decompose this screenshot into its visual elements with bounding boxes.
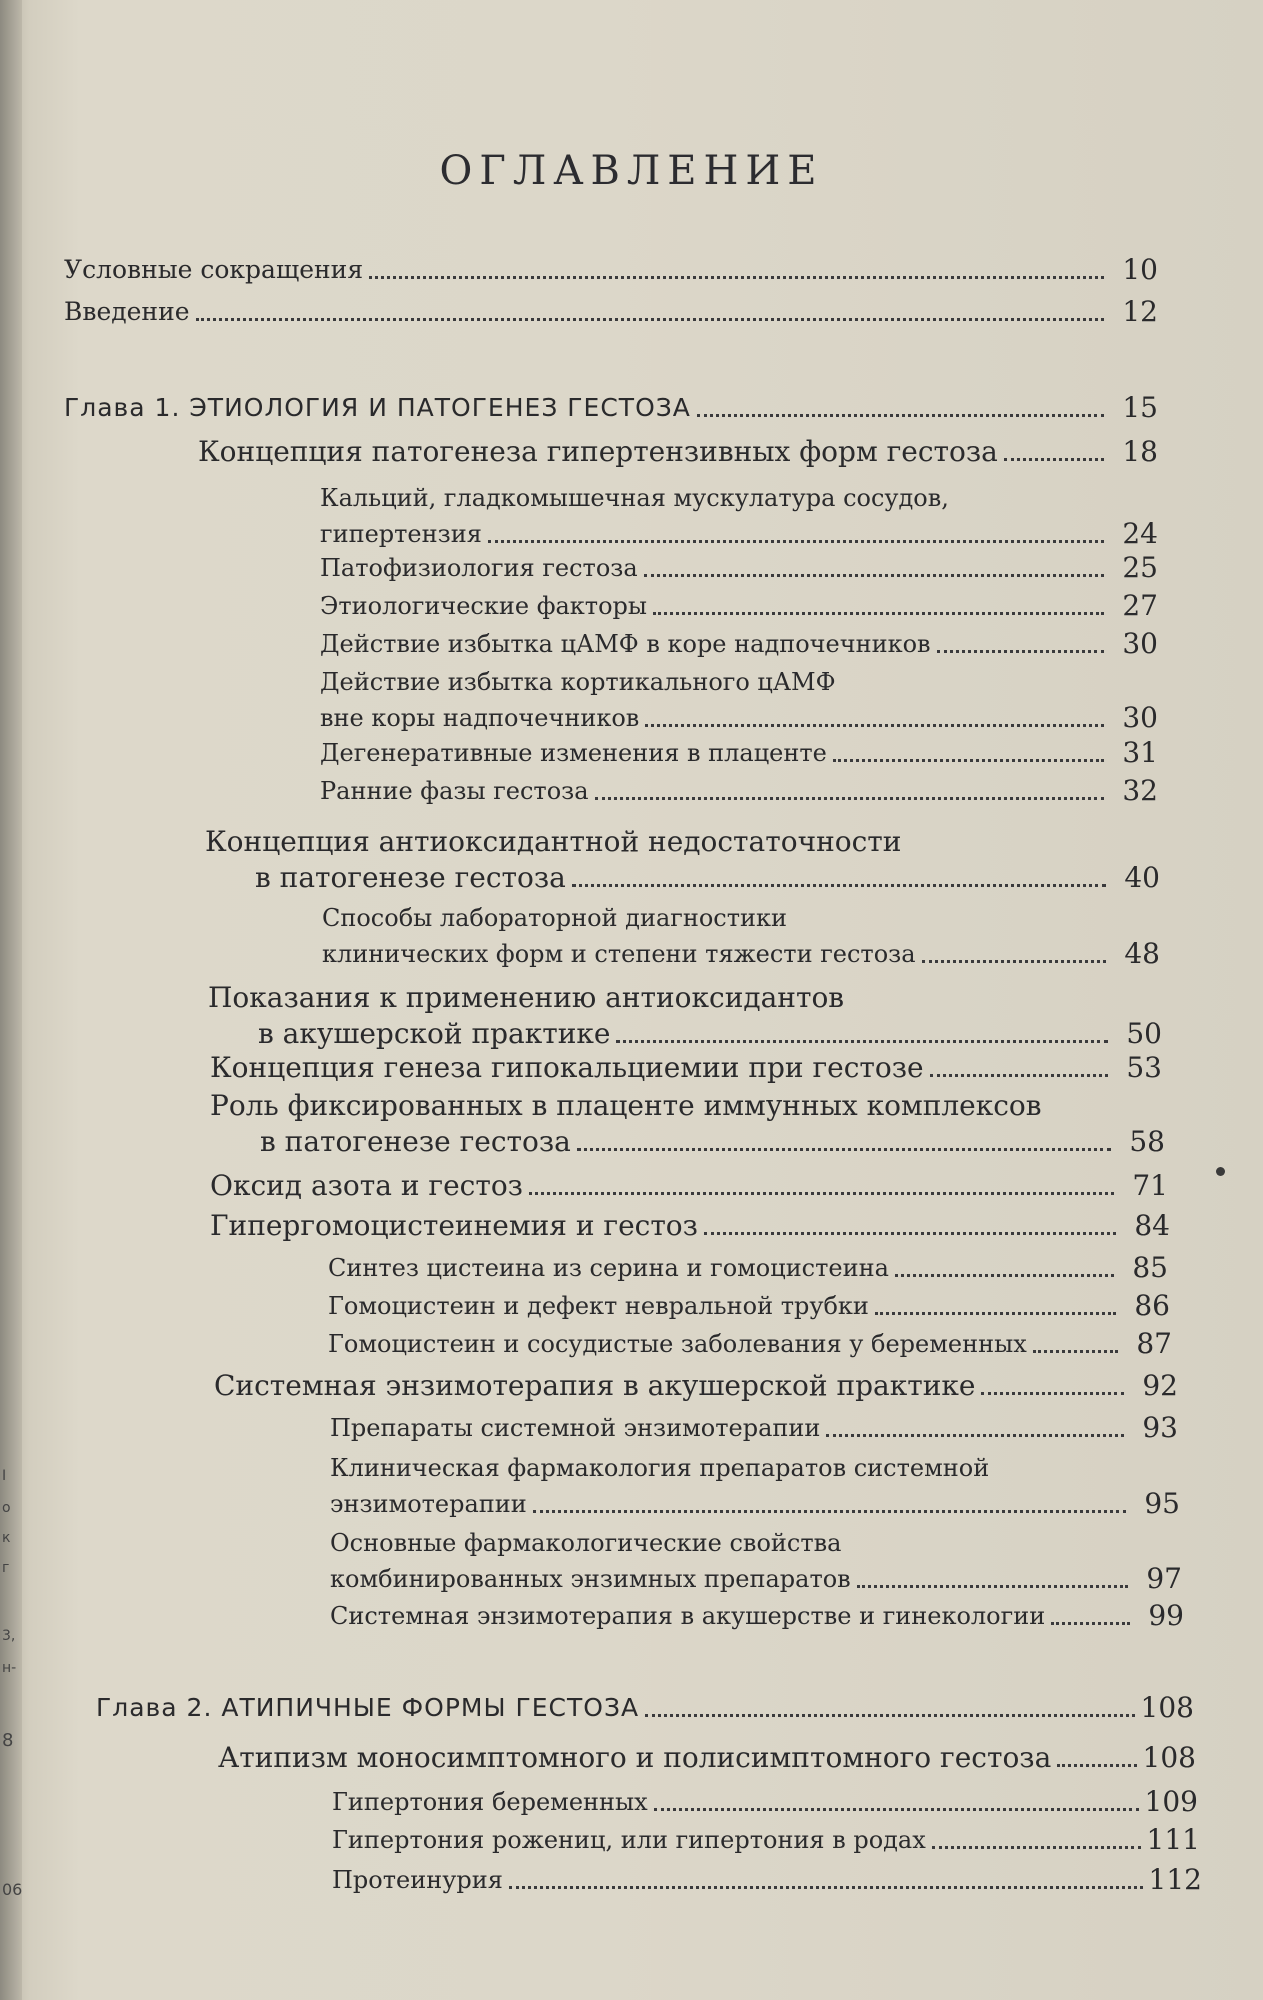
toc-page-number: 71 bbox=[1132, 1169, 1168, 1202]
toc-leader-dots bbox=[644, 574, 1104, 577]
toc-page-number: 108 bbox=[1140, 1691, 1194, 1724]
toc-leader-dots bbox=[645, 1714, 1134, 1717]
toc-leader-dots bbox=[833, 759, 1104, 762]
toc-leader-dots bbox=[1004, 458, 1104, 461]
toc-page-number: 99 bbox=[1148, 1599, 1184, 1632]
toc-chapter-title: Глава 2. АТИПИЧНЫЕ ФОРМЫ ГЕСТОЗА bbox=[96, 1693, 640, 1722]
toc-leader-dots bbox=[577, 1148, 1111, 1151]
margin-mark: o bbox=[2, 1500, 11, 1516]
toc-page-number: 24 bbox=[1122, 517, 1158, 550]
toc-entry-title: Препараты системной энзимотерапии bbox=[330, 1414, 821, 1442]
toc-leader-dots bbox=[857, 1585, 1128, 1588]
toc-entry-title: Дегенеративные изменения в плаценте bbox=[320, 739, 827, 767]
toc-entry[interactable] bbox=[210, 1168, 1168, 1204]
toc-chapter-entry[interactable] bbox=[96, 1690, 1194, 1726]
toc-leader-dots bbox=[981, 1392, 1124, 1395]
toc-leader-dots bbox=[1057, 1764, 1136, 1767]
toc-entry[interactable] bbox=[320, 588, 1158, 624]
toc-entry-title: Основные фармакологические свойства bbox=[330, 1529, 842, 1557]
toc-entry[interactable] bbox=[320, 480, 1158, 552]
toc-page-number: 86 bbox=[1134, 1289, 1170, 1322]
toc-entry-title: Протеинурия bbox=[332, 1866, 503, 1894]
toc-leader-dots bbox=[875, 1312, 1116, 1315]
toc-entry[interactable] bbox=[330, 1598, 1184, 1634]
margin-mark: н- bbox=[2, 1660, 17, 1676]
toc-page-number: 30 bbox=[1122, 701, 1158, 734]
toc-entry[interactable] bbox=[210, 1208, 1170, 1244]
toc-entry-title: Роль фиксированных в плаценте иммунных комплексов bbox=[210, 1089, 1042, 1122]
toc-entry[interactable] bbox=[320, 735, 1158, 771]
toc-leader-dots bbox=[595, 797, 1104, 800]
toc-entry-title: Действие избытка цАМФ в коре надпочечников bbox=[320, 630, 931, 658]
toc-leader-dots bbox=[533, 1510, 1126, 1513]
toc-entry-title: Системная энзимотерапия в акушерстве и гинекологии bbox=[330, 1602, 1046, 1630]
toc-entry[interactable] bbox=[320, 773, 1158, 809]
toc-entry-title: Гипертония беременных bbox=[332, 1788, 648, 1816]
toc-entry[interactable] bbox=[64, 252, 1158, 288]
toc-entry-title-cont: комбинированных энзимных препаратов bbox=[330, 1565, 851, 1593]
toc-entry[interactable] bbox=[64, 294, 1158, 330]
margin-mark: 06 bbox=[2, 1880, 23, 1899]
toc-leader-dots bbox=[932, 1846, 1141, 1849]
toc-chapter-title: Глава 1. ЭТИОЛОГИЯ И ПАТОГЕНЕЗ ГЕСТОЗА bbox=[64, 393, 691, 422]
toc-page-number: 53 bbox=[1126, 1051, 1162, 1084]
toc-entry-title-cont: клинических форм и степени тяжести гестоза bbox=[322, 940, 916, 968]
toc-page-number: 84 bbox=[1134, 1209, 1170, 1242]
toc-entry[interactable] bbox=[210, 1050, 1162, 1086]
toc-entry[interactable] bbox=[198, 434, 1158, 470]
toc-entry[interactable] bbox=[205, 824, 1160, 896]
toc-entry-title: Гипертония рожениц, или гипертония в родах bbox=[332, 1826, 926, 1854]
toc-entry-title: Ранние фазы гестоза bbox=[320, 777, 589, 805]
toc-entry[interactable] bbox=[330, 1450, 1180, 1522]
toc-leader-dots bbox=[196, 318, 1104, 321]
toc-page-number: 93 bbox=[1142, 1411, 1178, 1444]
toc-leader-dots bbox=[369, 276, 1104, 279]
toc-page-number: 25 bbox=[1122, 551, 1158, 584]
toc-page-number: 58 bbox=[1129, 1125, 1165, 1158]
toc-entry[interactable] bbox=[330, 1410, 1178, 1446]
toc-entry-title: Концепция антиоксидантной недостаточности bbox=[205, 825, 902, 858]
toc-leader-dots bbox=[645, 724, 1104, 727]
margin-mark: 3, bbox=[2, 1628, 16, 1644]
toc-leader-dots bbox=[922, 960, 1106, 963]
toc-entry-title: Гомоцистеин и сосудистые заболевания у беременных bbox=[328, 1330, 1027, 1358]
toc-entry[interactable] bbox=[218, 1740, 1196, 1776]
toc-entry-title: Системная энзимотерапия в акушерской практике bbox=[214, 1369, 976, 1402]
toc-page-number: 40 bbox=[1124, 861, 1160, 894]
toc-page-number: 12 bbox=[1122, 295, 1158, 328]
toc-leader-dots bbox=[1033, 1350, 1118, 1353]
toc-page-number: 108 bbox=[1142, 1741, 1196, 1774]
toc-page-number: 31 bbox=[1122, 736, 1158, 769]
toc-entry-title: Атипизм моносимптомного и полисимптомного гестоза bbox=[218, 1741, 1052, 1774]
toc-entry[interactable] bbox=[214, 1368, 1178, 1404]
toc-leader-dots bbox=[572, 884, 1106, 887]
toc-page-number: 109 bbox=[1144, 1785, 1198, 1818]
margin-mark: г bbox=[2, 1560, 10, 1576]
toc-entry[interactable] bbox=[210, 1088, 1165, 1160]
toc-entry-title: Синтез цистеина из серина и гомоцистеина bbox=[328, 1254, 889, 1282]
toc-entry-title: Способы лабораторной диагностики bbox=[322, 904, 787, 932]
toc-page-number: 97 bbox=[1146, 1562, 1182, 1595]
toc-entry[interactable] bbox=[320, 664, 1158, 736]
ink-spot bbox=[1216, 1167, 1225, 1176]
toc-leader-dots bbox=[895, 1274, 1114, 1277]
toc-entry-title: Показания к применению антиоксидантов bbox=[208, 981, 845, 1014]
toc-entry-title: Действие избытка кортикального цАМФ bbox=[320, 668, 836, 696]
margin-mark: к bbox=[2, 1530, 11, 1546]
margin-mark: 8 bbox=[2, 1730, 14, 1751]
toc-entry-title-cont: энзимотерапии bbox=[330, 1490, 527, 1518]
toc-entry-title-cont: в патогенезе гестоза bbox=[260, 1125, 571, 1158]
toc-entry[interactable] bbox=[328, 1326, 1172, 1362]
toc-entry[interactable] bbox=[328, 1250, 1168, 1286]
toc-page-number: 112 bbox=[1148, 1863, 1202, 1896]
toc-page-number: 27 bbox=[1122, 589, 1158, 622]
toc-entry-title-cont: гипертензия bbox=[320, 520, 482, 548]
toc-entry[interactable] bbox=[208, 980, 1162, 1052]
toc-leader-dots bbox=[826, 1434, 1124, 1437]
toc-entry[interactable] bbox=[320, 550, 1158, 586]
toc-page-number: 85 bbox=[1132, 1251, 1168, 1284]
toc-entry-title: Концепция генеза гипокальциемии при гестозе bbox=[210, 1051, 924, 1084]
toc-entry[interactable] bbox=[332, 1822, 1200, 1858]
toc-entry[interactable] bbox=[320, 626, 1158, 662]
toc-entry-title-cont: в акушерской практике bbox=[258, 1017, 611, 1050]
page-title: ОГЛАВЛЕНИЕ bbox=[439, 148, 824, 194]
toc-page-number: 87 bbox=[1136, 1327, 1172, 1360]
toc-leader-dots bbox=[509, 1886, 1143, 1889]
toc-leader-dots bbox=[529, 1192, 1114, 1195]
toc-entry-title: Клиническая фармакология препаратов системной bbox=[330, 1454, 990, 1482]
toc-page-number: 95 bbox=[1144, 1487, 1180, 1520]
toc-leader-dots bbox=[616, 1040, 1108, 1043]
toc-leader-dots bbox=[654, 1808, 1139, 1811]
toc-page-number: 18 bbox=[1122, 435, 1158, 468]
toc-entry-title: Оксид азота и гестоз bbox=[210, 1169, 523, 1202]
toc-leader-dots bbox=[488, 540, 1104, 543]
toc-entry-title: Концепция патогенеза гипертензивных форм гестоза bbox=[198, 435, 998, 468]
toc-entry[interactable] bbox=[328, 1288, 1170, 1324]
toc-entry-title: Патофизиология гестоза bbox=[320, 554, 638, 582]
toc-entry-title: Кальций, гладкомышечная мускулатура сосудов, bbox=[320, 484, 949, 512]
toc-entry-title: Гипергомоцистеинемия и гестоз bbox=[210, 1209, 698, 1242]
toc-leader-dots bbox=[1051, 1622, 1130, 1625]
toc-leader-dots bbox=[704, 1232, 1116, 1235]
margin-mark: I bbox=[2, 1468, 7, 1484]
toc-entry-title: Гомоцистеин и дефект невральной трубки bbox=[328, 1292, 869, 1320]
toc-page-number: 10 bbox=[1122, 253, 1158, 286]
toc-entry[interactable] bbox=[332, 1784, 1198, 1820]
toc-entry-title-cont: в патогенезе гестоза bbox=[255, 861, 566, 894]
toc-leader-dots bbox=[697, 414, 1104, 417]
toc-entry[interactable] bbox=[322, 900, 1160, 972]
toc-page-number: 48 bbox=[1124, 937, 1160, 970]
toc-entry[interactable] bbox=[330, 1525, 1182, 1597]
toc-leader-dots bbox=[653, 612, 1104, 615]
toc-entry-title: Условные сокращения bbox=[64, 255, 364, 284]
toc-page-number: 32 bbox=[1122, 774, 1158, 807]
toc-page-number: 15 bbox=[1122, 391, 1158, 424]
toc-leader-dots bbox=[937, 650, 1104, 653]
toc-entry-title: Этиологические факторы bbox=[320, 592, 647, 620]
toc-page-number: 50 bbox=[1126, 1017, 1162, 1050]
toc-page-number: 92 bbox=[1142, 1369, 1178, 1402]
toc-page-number: 111 bbox=[1146, 1823, 1200, 1856]
toc-entry-title: Введение bbox=[64, 297, 190, 326]
page-gutter bbox=[0, 0, 22, 2000]
toc-entry-title-cont: вне коры надпочечников bbox=[320, 704, 640, 732]
toc-entry[interactable] bbox=[332, 1862, 1202, 1898]
toc-page-number: 30 bbox=[1122, 627, 1158, 660]
toc-chapter-entry[interactable] bbox=[64, 390, 1158, 426]
toc-leader-dots bbox=[930, 1074, 1108, 1077]
